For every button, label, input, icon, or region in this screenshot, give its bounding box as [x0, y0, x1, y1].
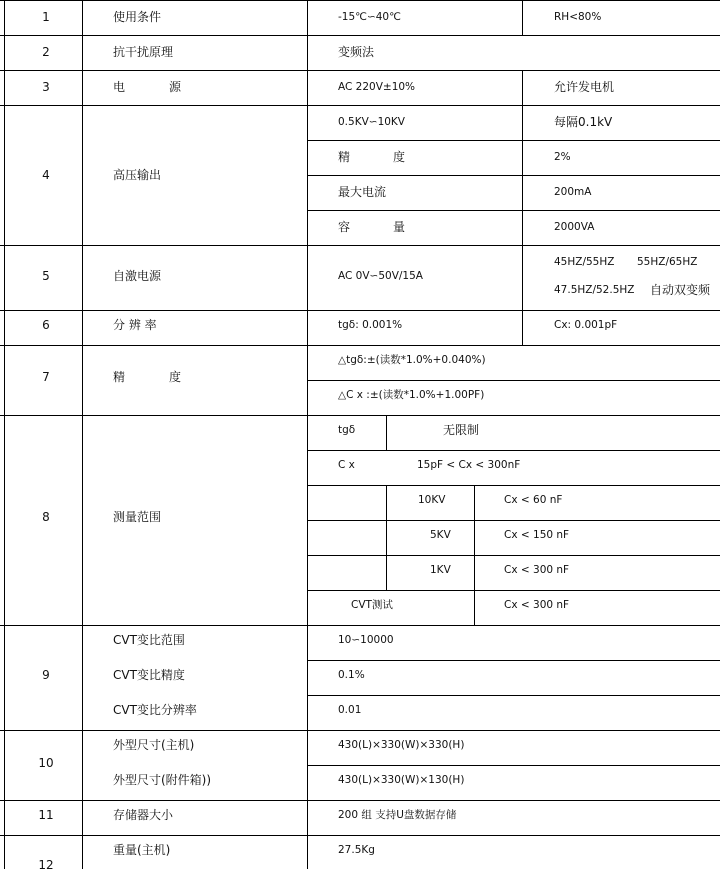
grid-line [0, 625, 720, 626]
grid-line [307, 450, 720, 451]
value-cell: Cx: 0.001pF [554, 319, 618, 331]
grid-line [386, 415, 387, 450]
value-cell: tgδ [338, 424, 356, 436]
grid-line [307, 485, 720, 486]
grid-line [307, 765, 720, 766]
voltage-cell: 1KV [430, 564, 451, 576]
value-cell: CVT测试 [351, 599, 393, 611]
value-cell: -15℃∽40℃ [338, 11, 401, 23]
grid-line [0, 800, 720, 801]
row-number: 9 [42, 668, 50, 682]
value-cell: 最大电流 [338, 185, 387, 199]
value-cell: AC 0V∽50V/15A [338, 270, 423, 282]
item-label: 测量范围 [113, 510, 162, 524]
grid-line [307, 0, 308, 869]
row-number: 5 [42, 269, 50, 283]
voltage-cell: 5KV [430, 529, 451, 541]
value-cell: AC 220V±10% [338, 81, 416, 93]
voltage-cell: 10KV [418, 494, 446, 506]
value-cell: 55HZ/65HZ [637, 256, 698, 268]
value-cell: 量 [393, 220, 406, 234]
row-number: 7 [42, 370, 50, 384]
value-cell: 2000VA [554, 221, 595, 233]
grid-line [522, 70, 523, 345]
grid-line [0, 105, 720, 106]
value-cell: 2% [554, 151, 571, 163]
item-label: CVT变比范围 [113, 633, 185, 647]
value-cell: Cx < 150 nF [504, 529, 570, 541]
value-cell: 15pF < Cx < 300nF [417, 459, 521, 471]
item-label: 抗干扰原理 [113, 45, 174, 59]
grid-line [0, 835, 720, 836]
value-cell: 0.1% [338, 669, 365, 681]
grid-line [307, 555, 720, 556]
grid-line [307, 695, 720, 696]
grid-line [307, 175, 720, 176]
item-label: 重量(主机) [113, 843, 171, 857]
grid-line [0, 730, 720, 731]
grid-line [474, 485, 475, 625]
value-cell: Cx < 60 nF [504, 494, 563, 506]
value-cell: 无限制 [443, 423, 480, 437]
grid-line [307, 520, 720, 521]
item-label: 外型尺寸(主机) [113, 738, 195, 752]
item-label: 度 [169, 370, 182, 384]
grid-line [522, 0, 523, 35]
item-label: 存储器大小 [113, 808, 174, 822]
value-cell: 度 [393, 150, 406, 164]
row-number: 4 [42, 168, 50, 182]
grid-line [386, 485, 387, 590]
row-number: 10 [38, 756, 54, 770]
grid-line [0, 310, 720, 311]
item-label: CVT变比精度 [113, 668, 185, 682]
grid-line [307, 590, 720, 591]
value-cell: RH<80% [554, 11, 602, 23]
value-cell: 变频法 [338, 45, 375, 59]
grid-line [4, 0, 5, 869]
item-label: 分 辨 率 [113, 318, 157, 332]
grid-line [0, 245, 720, 246]
value-cell: 每隔0.1kV [554, 115, 613, 129]
value-cell: 容 [338, 220, 351, 234]
grid-line [0, 35, 720, 36]
value-cell: △tgδ:±(读数*1.0%+0.040%) [338, 354, 486, 366]
value-cell: △C x :±(读数*1.0%+1.00PF) [338, 389, 485, 401]
row-number: 6 [42, 318, 50, 332]
item-label: 精 [113, 370, 126, 384]
value-cell: Cx < 300 nF [504, 599, 570, 611]
item-label: 自激电源 [113, 269, 162, 283]
value-cell: 10∽10000 [338, 634, 394, 646]
value-cell: tgδ: 0.001% [338, 319, 403, 331]
item-label: 源 [169, 80, 182, 94]
item-label: 使用条件 [113, 10, 162, 24]
row-number: 2 [42, 45, 50, 59]
item-label: 高压输出 [113, 168, 162, 182]
row-number: 3 [42, 80, 50, 94]
value-cell: 47.5HZ/52.5HZ [554, 284, 635, 296]
grid-line [0, 70, 720, 71]
grid-line [307, 210, 720, 211]
value-cell: 允许发电机 [554, 80, 615, 94]
row-number: 1 [42, 10, 50, 24]
row-number: 8 [42, 510, 50, 524]
row-number: 11 [38, 808, 54, 822]
value-cell: 200mA [554, 186, 592, 198]
value-cell: 430(L)×330(W)×330(H) [338, 739, 465, 751]
grid-line [82, 0, 83, 869]
value-cell: Cx < 300 nF [504, 564, 570, 576]
item-label: 外型尺寸(附件箱)) [113, 773, 212, 787]
value-cell: 自动双变频 [650, 283, 711, 297]
grid-line [0, 0, 720, 1]
item-label: CVT变比分辨率 [113, 703, 197, 717]
grid-line [0, 345, 720, 346]
value-cell: C x [338, 459, 355, 471]
item-label: 电 [113, 80, 126, 94]
value-cell: 45HZ/55HZ [554, 256, 615, 268]
grid-line [0, 415, 720, 416]
value-cell: 0.5KV∽10KV [338, 116, 405, 128]
grid-line [307, 380, 720, 381]
value-cell: 200 组 支持U盘数据存储 [338, 809, 457, 821]
value-cell: 27.5Kg [338, 844, 375, 856]
value-cell: 精 [338, 150, 351, 164]
grid-line [307, 140, 720, 141]
grid-line [307, 660, 720, 661]
value-cell: 430(L)×330(W)×130(H) [338, 774, 465, 786]
row-number: 12 [38, 858, 54, 872]
value-cell: 0.01 [338, 704, 362, 716]
